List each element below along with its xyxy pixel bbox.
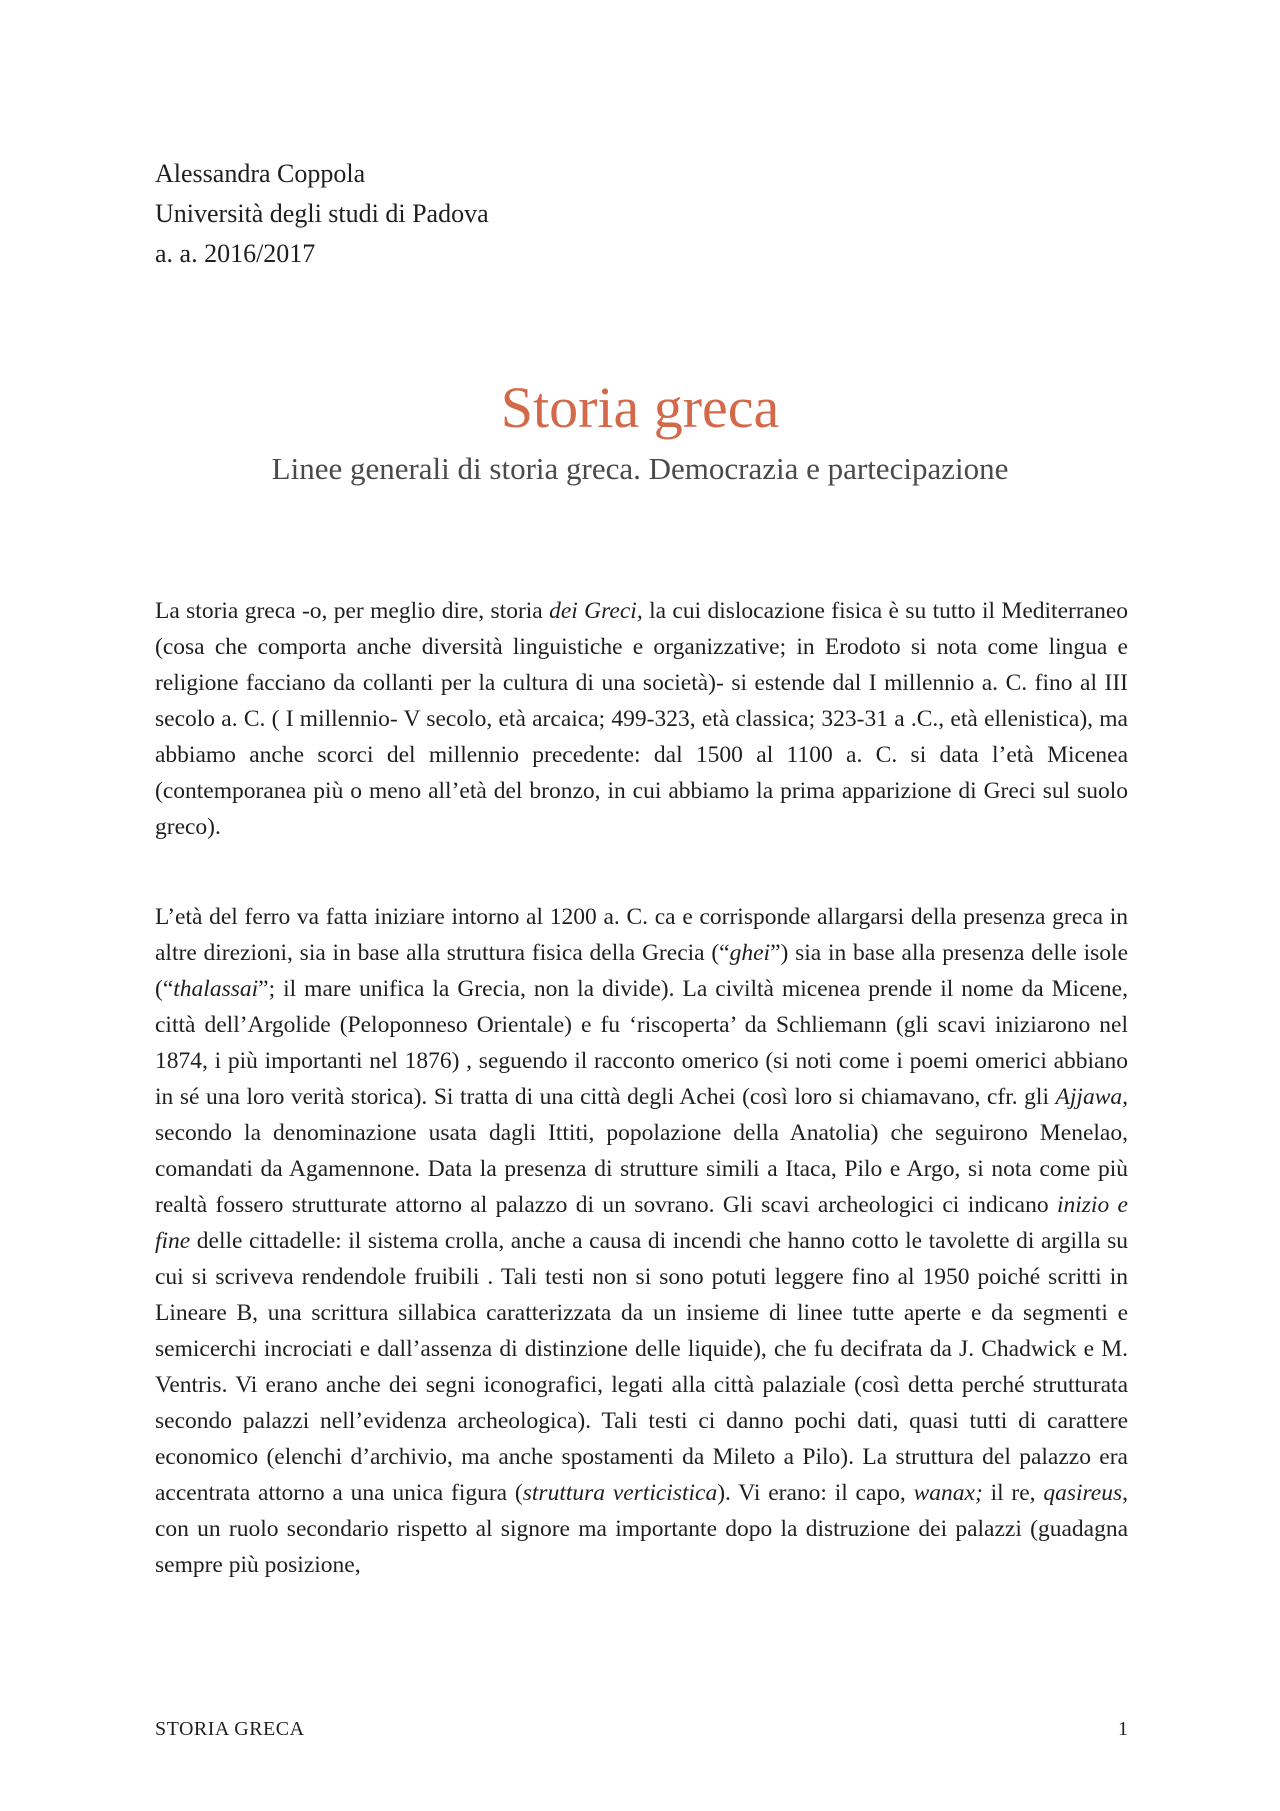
university-name: Università degli studi di Padova xyxy=(155,199,489,228)
paragraph-2-text-4: secondo la denominazione usata dagli Ittiti, popolazione della Anatolia) che seguirono Menelao, comandati da Agamennone. Data la presenza di strutture simili a Itaca, Pilo e Argo, si nota come più realtà fossero strutturate attorno al palazzo di un sovrano. Gli scavi archeologici ci indicano xyxy=(155,1120,1128,1218)
paragraph-2-italic-2: thalassai xyxy=(173,976,259,1002)
paragraph-2-text-8: , con un ruolo secondario rispetto al signore ma importante dopo la distruzione dei palazzi (guadagna sempre più posizione, xyxy=(155,1480,1129,1578)
author-name: Alessandra Coppola xyxy=(155,159,366,188)
paragraph-2-text-1: L’età del ferro va fatta iniziare intorno al 1200 a. C. ca e corrisponde allargarsi della presenza greca in altre direzioni, sia in base alla struttura fisica della Grecia (“ xyxy=(155,904,1128,966)
paragraph-2-text-5: delle cittadelle: il sistema crolla, anche a causa di incendi che hanno cotto le tavolette di argilla su cui si scriveva rendendole fruibili . Tali testi non si sono potuti leggere fino al 1950 poiché scritti in Lineare B, una scrittura sillabica caratterizzata da un insieme di linee tutte aperte e da segmenti e semicerchi incrociati e dall’assenza di distinzione delle liquide), che fu decifrata da J. Chadwick e M. Ventris. Vi erano anche dei segni iconografici, legati alla città palaziale (così detta perché strutturata secondo palazzi nell’evidenza archeologica). Tali testi ci danno pochi dati, quasi tutti di carattere economico (elenchi d’archivio, ma anche spostamenti da Mileto a Pilo). La struttura del palazzo era accentrata attorno a una unica figura ( xyxy=(155,1228,1128,1506)
paragraph-2-italic-7: qasireus xyxy=(1043,1480,1123,1506)
footer-page-number: 1 xyxy=(1118,1718,1128,1740)
paragraph-2-text-6: ). Vi erano: il capo, xyxy=(717,1480,914,1506)
paragraph-2-italic-1: ghei xyxy=(729,940,771,966)
paragraph-1 xyxy=(155,593,1128,845)
paragraph-2-text-3: ”; il mare unifica la Grecia, non la divide). La civiltà micenea prende il nome da Micene, città dell’Argolide (Peloponneso Orientale) e fu ‘riscoperta’ da Schliemann (gli scavi iniziarono nel 1874, i più importanti nel 1876) , seguendo il racconto omerico (si noti come i poemi omerici abbiano in sé una loro verità storica). Si tratta di una città degli Achei (così loro si chiamavano, cfr. gli xyxy=(155,976,1128,1110)
author-block xyxy=(155,154,489,274)
paragraph-1-italic-1: dei Greci, xyxy=(549,598,643,624)
paragraph-2-italic-4: inizio e fine xyxy=(155,1192,1128,1254)
paragraph-2-text-7: il re, xyxy=(982,1480,1044,1506)
footer-running-title: STORIA GRECA xyxy=(155,1718,305,1740)
paragraph-2-text-2: ”) sia in base alla presenza delle isole (“ xyxy=(155,940,1128,1002)
paragraph-2-italic-6: wanax; xyxy=(913,1480,983,1506)
paragraph-2-italic-3: Ajjawa, xyxy=(1055,1084,1128,1110)
paragraph-2 xyxy=(155,899,1128,1583)
paragraph-1-text-2: la cui dislocazione fisica è su tutto il Mediterraneo (cosa che comporta anche diversità linguistiche e organizzative; in Erodoto si nota come lingua e religione facciano da collanti per la cultura di una società)- si estende dal I millennio a. C. fino al III secolo a. C. ( I millennio- V secolo, età arcaica; 499-323, età classica; 323-31 a .C., età ellenistica), ma abbiamo anche scorci del millennio precedente: dal 1500 al 1100 a. C. si data l’età Micenea (contemporanea più o meno all’età del bronzo, in cui abbiamo la prima apparizione di Greci sul suolo greco). xyxy=(155,598,1129,840)
document-subtitle: Linee generali di storia greca. Democrazia e partecipazione xyxy=(271,451,1009,486)
academic-year: a. a. 2016/2017 xyxy=(155,239,316,268)
paragraph-1-text-1: La storia greca -o, per meglio dire, storia xyxy=(155,598,550,624)
paragraph-2-italic-5: struttura verticistica xyxy=(522,1480,718,1506)
document-title: Storia greca xyxy=(500,375,780,440)
